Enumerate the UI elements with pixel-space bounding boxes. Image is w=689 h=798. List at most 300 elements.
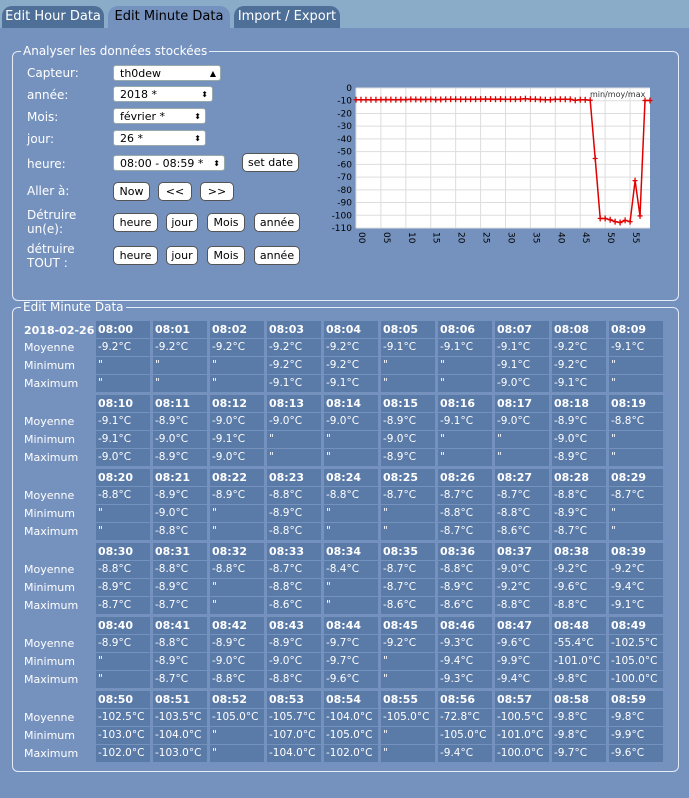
table-cell: -9.6°C [324, 671, 378, 688]
table-cell: -8.6°C [495, 523, 549, 540]
table-cell: -8.9°C [552, 413, 606, 430]
minute-header: 08:56 [438, 691, 492, 708]
table-cell: -9.4°C [609, 579, 663, 596]
table-cell: -8.9°C [381, 449, 435, 466]
table-cell: " [381, 375, 435, 392]
table-cell: -9.1°C [495, 339, 549, 356]
table-cell: -9.2°C [324, 357, 378, 374]
table-cell: -8.8°C [495, 505, 549, 522]
table-cell: -9.9°C [495, 653, 549, 670]
table-cell: -8.8°C [267, 487, 321, 504]
table-cell: -9.8°C [552, 671, 606, 688]
mois-label: Mois: [27, 110, 59, 124]
table-cell: -9.0°C [552, 431, 606, 448]
minute-header: 08:06 [438, 321, 492, 338]
table-cell: " [609, 375, 663, 392]
table-cell: -9.3°C [438, 671, 492, 688]
minute-header: 08:18 [552, 395, 606, 412]
tab-import-export[interactable]: Import / Export [234, 6, 340, 28]
table-cell: -9.7°C [324, 653, 378, 670]
table-cell: -55.4°C [552, 635, 606, 652]
table-cell: -8.9°C [96, 635, 150, 652]
detruire-tout-label-2: TOUT : [27, 256, 68, 270]
table-cell: -9.0°C [210, 449, 264, 466]
table-cell: -8.8°C [153, 523, 207, 540]
minute-header: 08:08 [552, 321, 606, 338]
table-cell: -9.8°C [552, 727, 606, 744]
table-cell: " [609, 431, 663, 448]
minute-header: 08:36 [438, 543, 492, 560]
table-cell: -9.2°C [381, 635, 435, 652]
minute-header: 08:26 [438, 469, 492, 486]
table-cell: -8.4°C [324, 561, 378, 578]
table-cell: -8.8°C [96, 487, 150, 504]
row-label: Minimum [24, 581, 75, 594]
table-cell: -9.1°C [609, 339, 663, 356]
table-cell: -8.7°C [438, 487, 492, 504]
chart-y-tick-label: -60 [337, 160, 352, 171]
chart-y-tick-label: -30 [337, 122, 352, 133]
row-label: Maximum [24, 451, 79, 464]
annee-value: 2018 * [120, 88, 157, 101]
table-cell: -103.0°C [153, 745, 207, 762]
minute-header: 08:22 [210, 469, 264, 486]
minute-header: 08:04 [324, 321, 378, 338]
table-cell: -8.7°C [267, 561, 321, 578]
capteur-select[interactable] [113, 65, 221, 81]
table-cell: -8.7°C [153, 597, 207, 614]
minute-header: 08:50 [96, 691, 150, 708]
row-label: Moyenne [24, 563, 75, 576]
table-cell: -9.6°C [609, 745, 663, 762]
table-cell: -100.0°C [495, 745, 549, 762]
table-cell: -9.0°C [495, 413, 549, 430]
table-cell: -9.4°C [438, 653, 492, 670]
chart-y-tick-label: -10 [337, 96, 352, 107]
table-cell: -105.7°C [267, 709, 321, 726]
chart-x-tick-label: 35 [530, 232, 541, 244]
minute-header: 08:03 [267, 321, 321, 338]
minute-header: 08:39 [609, 543, 663, 560]
table-cell: -8.9°C [381, 413, 435, 430]
chart-x-tick-label: 25 [480, 232, 491, 244]
now-button[interactable]: Now [113, 182, 150, 201]
minute-header: 08:05 [381, 321, 435, 338]
row-label: Maximum [24, 377, 79, 390]
table-cell: -8.8°C [552, 597, 606, 614]
table-cell: -8.8°C [438, 561, 492, 578]
table-cell: -9.4°C [438, 745, 492, 762]
detruire-tout-jour-button[interactable]: jour [166, 246, 198, 265]
table-cell: -9.1°C [495, 357, 549, 374]
table-cell: " [210, 505, 264, 522]
table-cell: -9.0°C [267, 653, 321, 670]
table-cell: -100.0°C [609, 671, 663, 688]
table-cell: -9.2°C [267, 339, 321, 356]
chart-x-tick-label: 10 [405, 232, 416, 244]
table-cell: " [210, 579, 264, 596]
table-cell: -9.6°C [552, 579, 606, 596]
table-cell: -8.7°C [552, 523, 606, 540]
heure-select[interactable] [113, 155, 225, 171]
minute-header: 08:41 [153, 617, 207, 634]
chart-x-tick-label: 50 [605, 232, 616, 244]
table-cell: " [381, 745, 435, 762]
minute-header: 08:49 [609, 617, 663, 634]
row-label: Moyenne [24, 341, 75, 354]
table-cell: -8.9°C [210, 487, 264, 504]
table-cell: -8.9°C [153, 413, 207, 430]
table-cell: -8.9°C [267, 635, 321, 652]
minute-header: 08:17 [495, 395, 549, 412]
minute-header: 08:53 [267, 691, 321, 708]
minute-header: 08:40 [96, 617, 150, 634]
table-cell: " [381, 727, 435, 744]
table-cell: " [324, 523, 378, 540]
table-cell: -8.8°C [324, 487, 378, 504]
table-cell: -9.2°C [324, 339, 378, 356]
detruire-tout-heure-button[interactable]: heure [113, 246, 158, 265]
capteur-value: th0dew [120, 67, 162, 80]
table-cell: -105.0°C [438, 727, 492, 744]
table-cell: -101.0°C [552, 653, 606, 670]
table-cell: -107.0°C [267, 727, 321, 744]
detruire-un-label-2: un(e): [27, 222, 63, 236]
table-cell: " [609, 357, 663, 374]
tab-edit-hour-data[interactable]: Edit Hour Data [2, 6, 104, 28]
row-label: Maximum [24, 747, 79, 760]
row-label: Maximum [24, 673, 79, 686]
table-cell: -8.9°C [438, 579, 492, 596]
row-label: Moyenne [24, 489, 75, 502]
table-cell: -9.2°C [267, 357, 321, 374]
minute-header: 08:59 [609, 691, 663, 708]
chart-plot-area [356, 88, 650, 228]
table-cell: -9.2°C [609, 561, 663, 578]
table-cell: -9.1°C [552, 375, 606, 392]
table-cell: -9.4°C [495, 671, 549, 688]
minute-header: 08:55 [381, 691, 435, 708]
table-cell: " [381, 523, 435, 540]
minute-header: 08:10 [96, 395, 150, 412]
table-cell: -9.3°C [438, 635, 492, 652]
minute-header: 08:02 [210, 321, 264, 338]
table-cell: -9.1°C [324, 375, 378, 392]
table-cell: " [96, 671, 150, 688]
table-cell: -105.0°C [210, 709, 264, 726]
table-cell: -101.0°C [495, 727, 549, 744]
minute-header: 08:30 [96, 543, 150, 560]
table-cell: " [153, 357, 207, 374]
minute-legend: Edit Minute Data [23, 300, 124, 314]
heure-label: heure: [27, 157, 66, 171]
table-cell: -102.0°C [96, 745, 150, 762]
minute-header: 08:21 [153, 469, 207, 486]
minute-header: 08:46 [438, 617, 492, 634]
table-cell: -9.1°C [96, 413, 150, 430]
chart-x-tick-label: 00 [356, 232, 366, 244]
table-cell: " [324, 431, 378, 448]
table-cell: -8.8°C [495, 597, 549, 614]
table-cell: -9.0°C [381, 431, 435, 448]
chart-x-tick-label: 55 [630, 232, 641, 244]
chart-y-tick-label: -80 [337, 185, 352, 196]
next-button[interactable]: >> [200, 182, 234, 201]
minute-header: 08:13 [267, 395, 321, 412]
table-cell: -9.0°C [210, 653, 264, 670]
table-cell: -9.8°C [609, 709, 663, 726]
table-cell: -8.8°C [153, 635, 207, 652]
minute-header: 08:11 [153, 395, 207, 412]
table-cell: " [381, 357, 435, 374]
table-cell: -8.8°C [267, 523, 321, 540]
table-cell: " [324, 597, 378, 614]
table-cell: " [438, 431, 492, 448]
detruire-un-annee-button[interactable]: année [254, 213, 300, 232]
set-date-button[interactable]: set date [242, 153, 299, 172]
main-panel [0, 28, 689, 798]
minute-header: 08:47 [495, 617, 549, 634]
table-cell: " [609, 449, 663, 466]
table-cell: -8.7°C [495, 487, 549, 504]
chart-y-tick-label: -110 [331, 224, 352, 234]
row-label: Minimum [24, 359, 75, 372]
detruire-tout-annee-button[interactable]: année [254, 246, 300, 265]
annee-label: année: [27, 88, 69, 102]
table-cell: -8.7°C [381, 561, 435, 578]
tab-edit-minute-data[interactable]: Edit Minute Data [108, 6, 230, 28]
table-cell: " [267, 449, 321, 466]
table-cell: -9.9°C [609, 727, 663, 744]
row-label: Minimum [24, 433, 75, 446]
table-cell: -72.8°C [438, 709, 492, 726]
table-cell: -9.2°C [96, 339, 150, 356]
chart-x-tick-label: 45 [580, 232, 591, 244]
minute-header: 08:52 [210, 691, 264, 708]
table-cell: -8.8°C [210, 671, 264, 688]
table-cell: " [210, 357, 264, 374]
table-cell: -9.1°C [96, 431, 150, 448]
jour-value: 26 * [120, 132, 143, 145]
table-cell: -9.0°C [495, 561, 549, 578]
minute-header: 08:20 [96, 469, 150, 486]
heure-value: 08:00 - 08:59 * [120, 157, 204, 170]
table-cell: " [210, 375, 264, 392]
detruire-un-jour-button[interactable]: jour [166, 213, 198, 232]
chart-y-tick-label: -90 [337, 198, 352, 209]
detruire-un-heure-button[interactable]: heure [113, 213, 158, 232]
table-cell: -8.7°C [153, 671, 207, 688]
table-cell: " [438, 357, 492, 374]
table-cell: -9.1°C [267, 375, 321, 392]
row-label: Moyenne [24, 637, 75, 650]
detruire-tout-mois-button[interactable]: Mois [207, 246, 245, 265]
prev-button[interactable]: << [158, 182, 192, 201]
table-cell: -102.0°C [324, 745, 378, 762]
minute-header: 08:51 [153, 691, 207, 708]
table-cell: -9.0°C [324, 413, 378, 430]
table-cell: -8.8°C [210, 561, 264, 578]
table-cell: -8.6°C [438, 597, 492, 614]
chart-y-tick-label: -20 [337, 109, 352, 120]
jour-select[interactable] [113, 130, 206, 146]
chart-y-tick-label: -100 [331, 211, 352, 222]
table-cell: " [438, 449, 492, 466]
table-cell: -9.6°C [495, 635, 549, 652]
row-label: Maximum [24, 599, 79, 612]
table-cell: -105.0°C [324, 727, 378, 744]
minute-header: 08:23 [267, 469, 321, 486]
table-cell: -8.9°C [210, 635, 264, 652]
row-label: Moyenne [24, 711, 75, 724]
table-cell: -104.0°C [267, 745, 321, 762]
minute-header: 08:12 [210, 395, 264, 412]
chart-x-tick-label: 40 [555, 232, 566, 244]
minute-header: 08:58 [552, 691, 606, 708]
table-cell: -9.1°C [438, 413, 492, 430]
table-cell: -8.9°C [267, 505, 321, 522]
table-cell: " [609, 523, 663, 540]
table-cell: -9.2°C [495, 579, 549, 596]
temperature-chart [326, 84, 656, 254]
table-cell: " [210, 745, 264, 762]
mois-value: février * [120, 110, 166, 123]
minute-header: 08:45 [381, 617, 435, 634]
minute-header: 08:07 [495, 321, 549, 338]
table-cell: -9.0°C [267, 413, 321, 430]
table-cell: -8.6°C [267, 597, 321, 614]
table-cell: -8.8°C [609, 413, 663, 430]
table-cell: -9.0°C [210, 413, 264, 430]
table-cell: " [210, 523, 264, 540]
table-cell: -9.0°C [495, 375, 549, 392]
table-cell: -104.0°C [153, 727, 207, 744]
table-cell: -8.8°C [552, 487, 606, 504]
table-cell: -9.1°C [438, 339, 492, 356]
table-cell: " [495, 431, 549, 448]
table-cell: -103.0°C [96, 727, 150, 744]
table-cell: " [324, 449, 378, 466]
minute-header: 08:25 [381, 469, 435, 486]
table-cell: " [381, 671, 435, 688]
minute-header: 08:54 [324, 691, 378, 708]
table-cell: -9.0°C [96, 449, 150, 466]
table-cell: -9.2°C [153, 339, 207, 356]
minute-header: 08:09 [609, 321, 663, 338]
table-cell: -9.1°C [210, 431, 264, 448]
table-cell: -102.5°C [609, 635, 663, 652]
table-cell: -9.2°C [552, 339, 606, 356]
table-cell: " [210, 597, 264, 614]
detruire-un-mois-button[interactable]: Mois [207, 213, 245, 232]
table-cell: -8.8°C [438, 505, 492, 522]
aller-label: Aller à: [27, 184, 70, 198]
jour-label: jour: [27, 132, 55, 146]
chart-y-tick-label: 0 [346, 84, 352, 94]
table-cell: " [324, 579, 378, 596]
table-cell: " [153, 375, 207, 392]
select-arrows-icon: ⬍ [201, 90, 208, 99]
table-cell: -8.8°C [267, 671, 321, 688]
table-cell: -8.7°C [609, 487, 663, 504]
minute-header: 08:00 [96, 321, 150, 338]
table-cell: -8.7°C [381, 487, 435, 504]
table-cell: -9.0°C [153, 431, 207, 448]
table-cell: -8.9°C [552, 449, 606, 466]
table-cell: -9.7°C [324, 635, 378, 652]
table-cell: -8.8°C [153, 561, 207, 578]
row-label: Maximum [24, 525, 79, 538]
tab-bar [0, 0, 689, 28]
detruire-un-label-1: Détruire [27, 208, 77, 222]
minute-header: 08:33 [267, 543, 321, 560]
table-cell: -8.9°C [96, 579, 150, 596]
minute-header: 08:31 [153, 543, 207, 560]
detruire-tout-label-1: détruire [27, 242, 75, 256]
table-cell: -9.1°C [381, 339, 435, 356]
select-arrows-icon: ⬍ [213, 159, 220, 168]
table-cell: " [210, 727, 264, 744]
table-cell: " [609, 505, 663, 522]
table-cell: -105.0°C [609, 653, 663, 670]
table-cell: -9.7°C [552, 745, 606, 762]
chart-y-tick-label: -70 [337, 173, 352, 184]
table-cell: " [96, 357, 150, 374]
table-cell: -104.0°C [324, 709, 378, 726]
table-cell: -8.9°C [153, 653, 207, 670]
table-cell: -8.9°C [153, 487, 207, 504]
analyse-legend: Analyser les données stockées [23, 44, 208, 58]
chart-x-tick-label: 05 [380, 232, 391, 244]
table-cell: -8.6°C [381, 597, 435, 614]
row-label: Minimum [24, 729, 75, 742]
minute-header: 08:01 [153, 321, 207, 338]
chart-x-tick-label: 30 [505, 232, 516, 244]
table-cell: -105.0°C [381, 709, 435, 726]
table-cell: -8.9°C [552, 505, 606, 522]
minute-header: 08:15 [381, 395, 435, 412]
minute-header: 08:44 [324, 617, 378, 634]
table-cell: -100.5°C [495, 709, 549, 726]
minute-header: 08:37 [495, 543, 549, 560]
table-cell: " [96, 653, 150, 670]
minute-header: 08:19 [609, 395, 663, 412]
minute-header: 08:29 [609, 469, 663, 486]
table-cell: -9.2°C [552, 561, 606, 578]
minute-header: 08:32 [210, 543, 264, 560]
table-cell: -9.1°C [609, 597, 663, 614]
date-label: 2018-02-26 [24, 324, 95, 337]
table-cell: " [267, 431, 321, 448]
capteur-label: Capteur: [27, 66, 79, 80]
table-cell: " [96, 505, 150, 522]
annee-select[interactable] [113, 86, 213, 102]
minute-header: 08:57 [495, 691, 549, 708]
select-arrows-icon: ⬍ [194, 112, 201, 121]
minute-header: 08:34 [324, 543, 378, 560]
table-cell: -9.2°C [552, 357, 606, 374]
table-cell: -9.2°C [210, 339, 264, 356]
minute-header: 08:38 [552, 543, 606, 560]
table-cell: -9.0°C [153, 505, 207, 522]
mois-select[interactable] [113, 108, 206, 124]
table-cell: -8.7°C [438, 523, 492, 540]
table-cell: " [381, 505, 435, 522]
table-cell: " [381, 653, 435, 670]
table-cell: -102.5°C [96, 709, 150, 726]
table-cell: -8.9°C [153, 449, 207, 466]
table-cell: " [438, 375, 492, 392]
